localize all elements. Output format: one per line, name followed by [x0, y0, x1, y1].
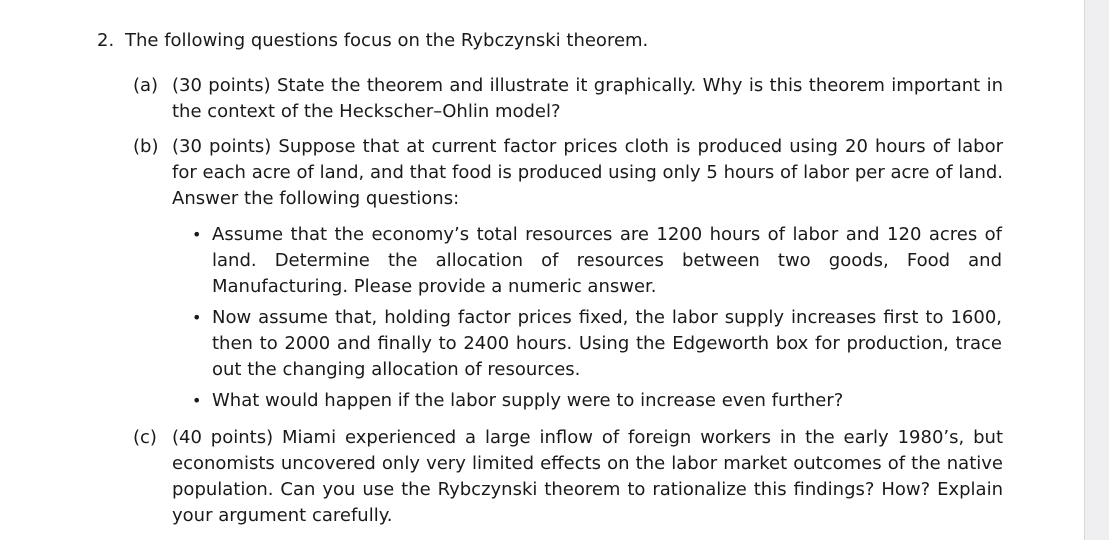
- bullet-icon: •: [192, 391, 202, 410]
- bullet-text: Assume that the economy’s total resources are 1200 hours of labor and 120 acres of land. Determine the allocation of resources between two goods, Food and Manufacturing. Please provide a numeric answer.: [212, 224, 1002, 297]
- bullet-text: Now assume that, holding factor prices fixed, the labor supply increases first to 1600, then to 2000 and finally to 2400 hours. Using the Edgeworth box for production, trace out the changing allocation of resources.: [212, 307, 1002, 380]
- part-a-text: (30 points) State the theorem and illustrate it graphically. Why is this theorem important in the context of the Heckscher–Ohlin model?: [172, 75, 1003, 122]
- part-c: [133, 425, 1003, 529]
- part-a: [133, 73, 1003, 125]
- part-c-label: (c): [133, 427, 157, 448]
- list-item: [190, 222, 1002, 300]
- question-text: The following questions focus on the Rybczynski theorem.: [125, 30, 649, 51]
- question-number: 2.: [97, 30, 115, 51]
- part-b-bullet-list: [190, 222, 1002, 414]
- bullet-text: What would happen if the labor supply were to increase even further?: [212, 390, 844, 411]
- part-b-label: (b): [133, 136, 159, 157]
- part-c-text: (40 points) Miami experienced a large inflow of foreign workers in the early 1980’s, but economists uncovered only very limited effects on the labor market outcomes of the native population. Can you use the Rybczynski theorem to rationalize this findings? How? Explain your argument carefully.: [172, 427, 1003, 526]
- part-a-label: (a): [133, 75, 159, 96]
- bullet-icon: •: [192, 225, 202, 244]
- viewer-gutter: [1085, 0, 1109, 540]
- part-b: [133, 134, 1003, 212]
- list-item: [190, 305, 1002, 383]
- list-item: [190, 388, 1002, 414]
- part-b-text: (30 points) Suppose that at current factor prices cloth is produced using 20 hours of labor for each acre of land, and that food is produced using only 5 hours of labor per acre of land. Answer the following questions:: [172, 136, 1003, 209]
- bullet-icon: •: [192, 308, 202, 327]
- question-heading: [97, 28, 997, 54]
